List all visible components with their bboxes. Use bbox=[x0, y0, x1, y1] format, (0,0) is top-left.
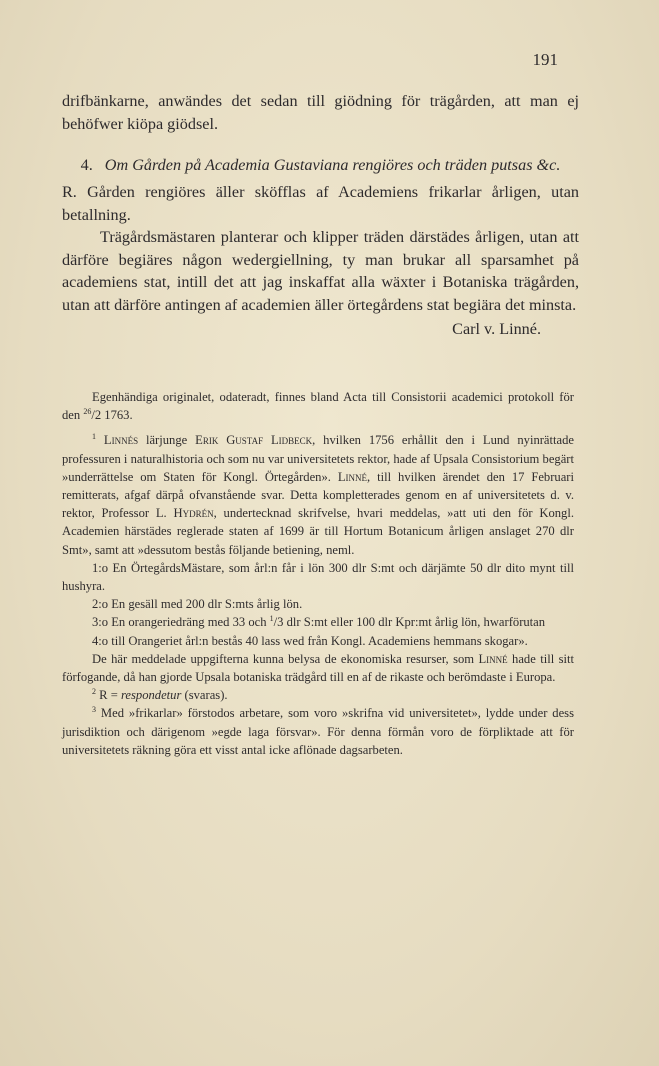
footnote-2 bbox=[62, 686, 574, 704]
list-item-1: 1:o En ÖrtegårdsMästare, som årl:n får i lön 300 dlr S:mt och därjämte 50 dlr dito mynt till hushyra. bbox=[62, 560, 574, 594]
name-hydren: Hydrén bbox=[173, 506, 214, 521]
section-heading bbox=[62, 154, 579, 176]
footnote-1-text-4: , undertecknad skrifvelse, hvari meddelas, »att uti den för Kongl. Academien härstädes reglerade staten af 1699 är till Hortum Botanicum årligen anslaget 270 dlr Smt», samt att »dessutom bestås följande betiening, neml. bbox=[62, 506, 574, 557]
source-note-date-sup: 26 bbox=[83, 407, 92, 417]
name-linnes: Linnés bbox=[103, 433, 139, 448]
source-note bbox=[62, 388, 574, 424]
list-item-3-text: 3:o En orangeriedräng med 33 och bbox=[92, 615, 270, 630]
section-title: Om Gården på Academia Gustaviana rengiöres och träden putsas &c. bbox=[104, 156, 561, 174]
footnotes bbox=[62, 388, 574, 759]
footnote-3 bbox=[62, 704, 574, 759]
section-number: 4. bbox=[80, 156, 93, 174]
list-item-2: 2:o En gesäll med 200 dlr S:mts årlig lön. bbox=[92, 597, 303, 612]
page-number: 191 bbox=[532, 50, 558, 69]
footnote-2-prefix: R = bbox=[99, 688, 121, 703]
list-item-3-text-rest: /3 dlr S:mt eller 100 dlr Kpr:mt årlig lön, hwarförutan bbox=[273, 615, 546, 630]
remark-text-1: De här meddelade uppgifterna kunna belysa de ekonomiska resurser, som bbox=[92, 651, 479, 666]
body-paragraph: Trägårdsmästaren planterar och klipper träden därstädes årligen, utan att därföre begiäres någon wedergiellning, ty man brukar all sparsamhet på academiens stat, intill det att jag inskaffat alla wäxter i Botaniska trägården, utan att därföre antingen af academien äller örtegårdens stat begiära det minsta. bbox=[62, 228, 579, 314]
footnote-1 bbox=[62, 431, 574, 558]
footnote-marker-2: 2 bbox=[92, 687, 96, 697]
list-item-4: 4:o till Orangeriet årl:n bestås 40 lass wed från Kongl. Academiens hemmans skogar». bbox=[92, 633, 528, 648]
footnote-marker-3: 3 bbox=[92, 705, 96, 715]
footnote-1-text-2: , hvilken 1756 erhållit den i Lund nyinrättade professuren i naturalhistoria och som nu var universitetets rektor, hade af Upsala Consistorium begärt »underrättelse om Staten för Kongl. Örtegården». bbox=[62, 433, 574, 484]
remark-text-2: hade till sitt förfogande, då han gjorde Upsala botaniska trädgård till en af de rikaste och berömdaste i Europa. bbox=[62, 651, 574, 685]
name-linne: Linné bbox=[337, 469, 368, 484]
source-note-date: /2 1763. bbox=[91, 408, 133, 423]
remark-name-linne: Linné bbox=[478, 651, 508, 666]
footnote-1-text-1: lärjunge bbox=[138, 433, 196, 448]
footnote-marker-1: 1 bbox=[92, 432, 96, 442]
answer-paragraph: R. Gården rengiöres äller sköfflas af Academiens frikarlar årligen, utan betallning. bbox=[62, 183, 579, 224]
name-lidbeck: Erik Gustaf Lidbeck bbox=[195, 433, 313, 448]
continuation-paragraph: drifbänkarne, anwändes det sedan till giödning för trägården, att man ej behöfwer kiöpa giödsel. bbox=[62, 92, 579, 133]
source-note-text: Egenhändiga originalet, odateradt, finnes bland Acta till Consistorii academici protokoll för den bbox=[62, 390, 574, 423]
remark-paragraph bbox=[62, 650, 574, 686]
signature: Carl v. Linné. bbox=[452, 320, 541, 338]
list-item-3 bbox=[62, 613, 574, 631]
list-item-3-frac-sup: 1 bbox=[269, 614, 274, 624]
main-text bbox=[62, 90, 579, 341]
footnote-2-term: respondetur bbox=[120, 688, 182, 703]
footnote-2-suffix: (svaras). bbox=[181, 688, 228, 703]
footnote-1-text-3: , till hvilken ärendet den 17 Februari remitterats, afgaf därpå ofvanstående svar. Detta kompletterades genom en af universitetets d. v. rektor, Professor L. bbox=[62, 469, 575, 521]
footnote-3-text: Med »frikarlar» förstodos arbetare, som voro »skrifna vid universitetet», lydde under dess jurisdiktion och därigenom »egde laga försvar». För denna förmån voro de förpliktade att för universitetets räkning göra ett visst antal icke aflönade dagsarbeten. bbox=[62, 706, 574, 757]
